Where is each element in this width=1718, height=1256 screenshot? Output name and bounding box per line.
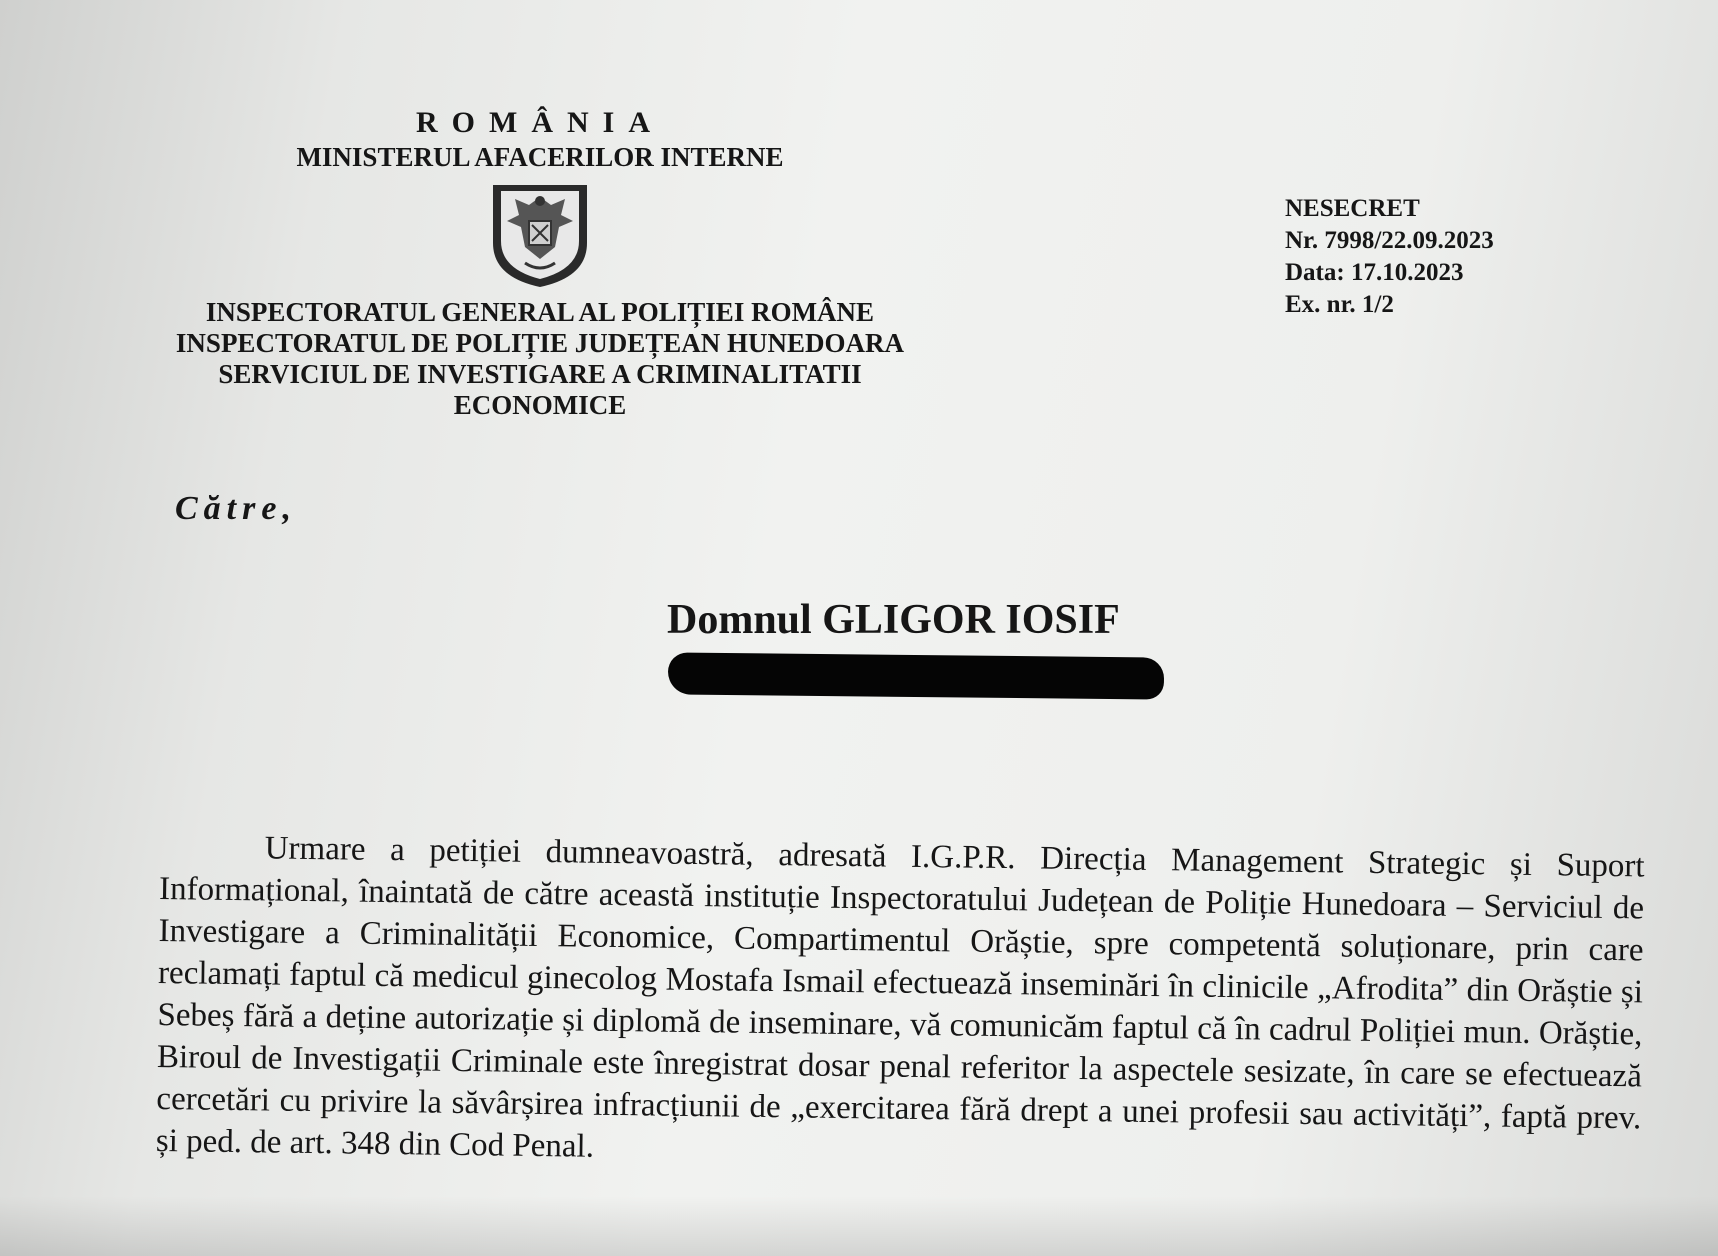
letterhead [140, 105, 940, 421]
copy-number: Ex. nr. 1/2 [1285, 291, 1394, 318]
org-line-1: INSPECTORATUL GENERAL AL POLIȚIEI ROMÂNE [205, 297, 875, 327]
classification-label: NESECRET [1285, 195, 1420, 222]
ministry-name: MINISTERUL AFACERILOR INTERNE [296, 142, 784, 172]
document-metadata [1285, 193, 1494, 321]
org-line-4: ECONOMICE [453, 390, 627, 420]
salutation: Către, [175, 490, 297, 527]
redaction-mark [668, 652, 1164, 699]
body-paragraph: Urmare a petiției dumneavoastră, adresată I.G.P.R. Direcția Management Strategic și Suport Informațional, înaintată de către această instituție Inspectoratului Județean de Poliție Hunedoara – Serviciul de Investigare a Criminalității Economice, Compartimentul Orăștie, spre competentă soluționare, prin care reclamați faptul că medicul ginecolog Mostafa Ismail efectuează inseminări în clinicile „Afrodita” din Orăștie și Sebeș fără a deține autorizație și diplomă de inseminare, vă comunicăm faptul că în cadrul Poliției mun. Orăștie, Biroul de Investigații Criminale este înregistrat dosar penal referitor la aspectele sesizate, în care se efectuează cercetări cu privire la săvârșirea infracțiunii de „exercitarea fără drept a unei profesii sau activități”, faptă prev. și ped. de art. 348 din Cod Penal. [155, 830, 1645, 1165]
registration-number: Nr. 7998/22.09.2023 [1285, 227, 1494, 254]
page-edge-shadow [0, 1196, 1718, 1256]
document-date: Data: 17.10.2023 [1285, 259, 1464, 286]
org-line-3: SERVICIUL DE INVESTIGARE A CRIMINALITATII [218, 359, 862, 389]
country-title: ROMÂNIA [416, 106, 664, 139]
coat-of-arms-icon [485, 181, 595, 289]
recipient-name: Domnul GLIGOR IOSIF [667, 597, 1120, 643]
org-line-2: INSPECTORATUL DE POLIȚIE JUDEȚEAN HUNEDOARA [175, 328, 905, 358]
